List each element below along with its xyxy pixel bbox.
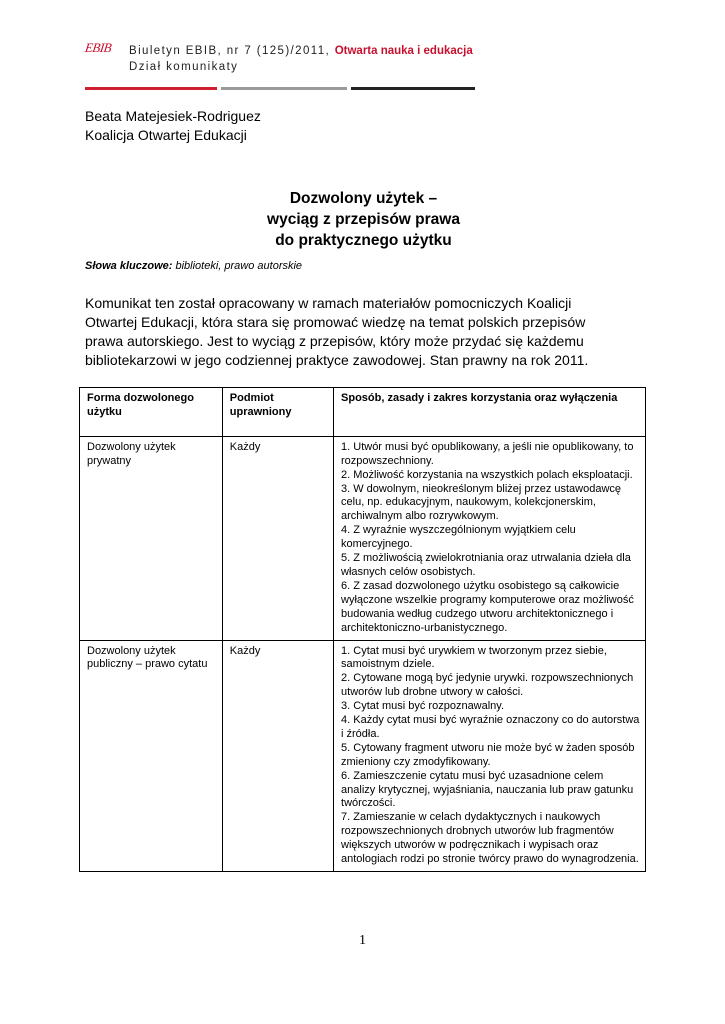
header-form: Forma dozwolonego użytku	[80, 388, 223, 437]
intro-line: Komunikat ten został opracowany w ramach materiałów pomocniczych Koalicji	[85, 295, 572, 311]
cell-subject: Każdy	[222, 436, 333, 640]
ebib-logo: EBIB	[84, 40, 113, 55]
author-organization: Koalicja Otwartej Edukacji	[85, 127, 247, 143]
intro-line: prawa autorskiego. Jest to wyciąg z przepisów, który może przydać się każdemu	[85, 333, 584, 349]
rule-item: 1. Cytat musi być urywkiem w tworzonym przez siebie, samoistnym dziele.	[341, 644, 607, 671]
cell-rules	[334, 436, 646, 640]
cell-form: Dozwolony użytek publiczny – prawo cytatu	[80, 640, 223, 872]
author-name: Beata Matejesiek-Rodriguez	[85, 108, 261, 124]
intro-line: Otwartej Edukacji, która stara się promować wiedzę na temat polskich przepisów	[85, 314, 586, 330]
rule-item: 1. Utwór musi być opublikowany, a jeśli nie opublikowany, to rozpowszechniony.	[341, 440, 634, 467]
table-row	[80, 640, 646, 872]
rule-item: 5. Cytowany fragment utworu nie może być w żaden sposób zmieniony czy zmodyfikowany.	[341, 741, 635, 768]
rule-item: 2. Cytowane mogą być jedynie urywki. rozpowszechnionych utworów lub drobne utwory w całości.	[341, 672, 634, 699]
header-subject: Podmiot uprawniony	[222, 388, 333, 437]
rule-item: 3. Cytat musi być rozpoznawalny.	[341, 700, 505, 713]
intro-line: bibliotekarzowi w jego codziennej praktyce zawodowej. Stan prawny na rok 2011.	[85, 352, 589, 368]
rule-item: 6. Zamieszczenie cytatu musi być uzasadnione celem analizy krytycznej, wyjaśniania, nauczania lub praw gatunku twórczości.	[341, 769, 634, 810]
header-rules: Sposób, zasady i zakres korzystania oraz wyłączenia	[334, 388, 646, 437]
keywords	[85, 260, 302, 272]
header-rule-red	[85, 87, 217, 90]
rule-item: 7. Zamieszanie w celach dydaktycznych i naukowych rozpowszechnionych drobnych utworów lub fragmentów większych utworów w podręcznikach i wypisach oraz antologiach rodzi po stronie twórcy prawo do wynagrodzenia.	[341, 811, 639, 866]
rule-item: 2. Możliwość korzystania na wszystkich polach eksploatacji.	[341, 468, 633, 481]
header-rule-dark	[351, 87, 475, 90]
document-title	[85, 188, 642, 251]
title-line-1: Dozwolony użytek –	[289, 190, 438, 207]
rule-item: 4. Z wyraźnie wyszczególnionym wyjątkiem celu komercyjnego.	[341, 524, 576, 551]
author-block	[85, 107, 261, 145]
intro-paragraph	[85, 294, 645, 370]
table-row	[80, 436, 646, 640]
title-line-3: do praktycznego użytku	[275, 232, 452, 249]
cell-rules	[334, 640, 646, 872]
rule-item: 3. W dowolnym, nieokreślonym bliżej przez ustawodawcę celu, np. edukacyjnym, naukowym, kolekcjonerskim, archiwalnym albo rozrywkowym.	[341, 482, 622, 523]
cell-subject: Każdy	[222, 640, 333, 872]
keywords-value: biblioteki, prawo autorskie	[175, 260, 303, 272]
page-header	[85, 40, 485, 92]
journal-title: Biuletyn EBIB, nr 7 (125)/2011,	[129, 45, 331, 57]
rule-item: 5. Z możliwością zwielokrotniania oraz utrwalania dzieła dla własnych celów osobistych.	[341, 552, 631, 578]
journal-line	[129, 45, 473, 57]
rule-item: 6. Z zasad dozwolonego użytku osobistego są całkowicie wyłączone wszelkie programy komputerowe oraz możliwość budowania według cudzego utworu architektonicznego i architektoniczno-urbanistycznego.	[341, 579, 634, 634]
rule-item: 4. Każdy cytat musi być wyraźnie oznaczony co do autorstwa i źródła.	[341, 714, 640, 740]
fair-use-table	[79, 387, 646, 872]
cell-form: Dozwolony użytek prywatny	[80, 436, 223, 640]
header-rule-grey	[221, 87, 347, 90]
table-header-row	[80, 388, 646, 437]
title-line-2: wyciąg z przepisów prawa	[267, 211, 460, 228]
section-name: Dział komunikaty	[129, 61, 239, 73]
page-number: 1	[359, 933, 366, 948]
issue-topic: Otwarta nauka i edukacja	[334, 45, 473, 57]
keywords-label: Słowa kluczowe:	[85, 260, 173, 272]
